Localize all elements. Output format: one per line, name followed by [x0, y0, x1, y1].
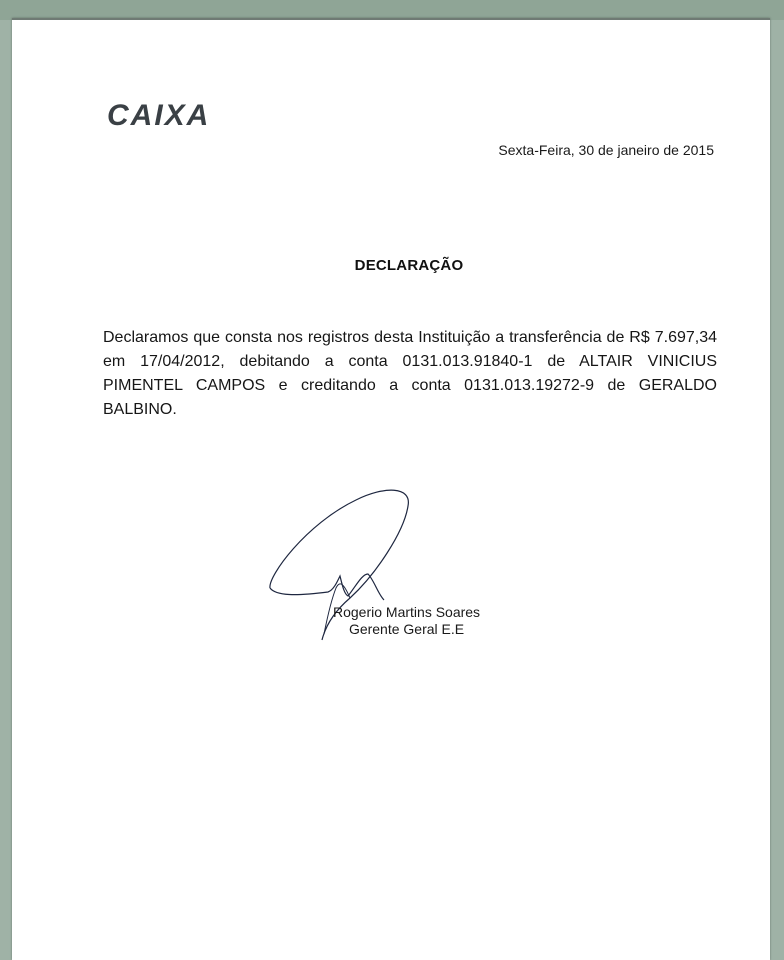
signer-role: Gerente Geral E.E: [348, 621, 465, 637]
document-title: [0, 257, 784, 274]
scan-background: [0, 0, 784, 20]
signer-name: Rogerio Martins Soares: [333, 604, 481, 620]
caixa-logo: [107, 97, 227, 131]
page-edge: [12, 18, 770, 20]
declaration-body: Declaramos que consta nos registros desta Instituição a transferência de R$ 7.697,34 em 17/04/2012, debitando a conta 0131.013.91840-1 de ALTAIR VINICIUS PIMENTEL CAMPOS e creditando a conta 0131.013.19272-9 de GERALDO BALBINO.: [103, 329, 717, 418]
signer-block: [333, 604, 480, 638]
title-text: DECLARAÇÃO: [354, 257, 464, 274]
document-date: Sexta-Feira, 30 de janeiro de 2015: [498, 142, 714, 158]
svg-text:CAIXA: CAIXA: [107, 99, 211, 131]
